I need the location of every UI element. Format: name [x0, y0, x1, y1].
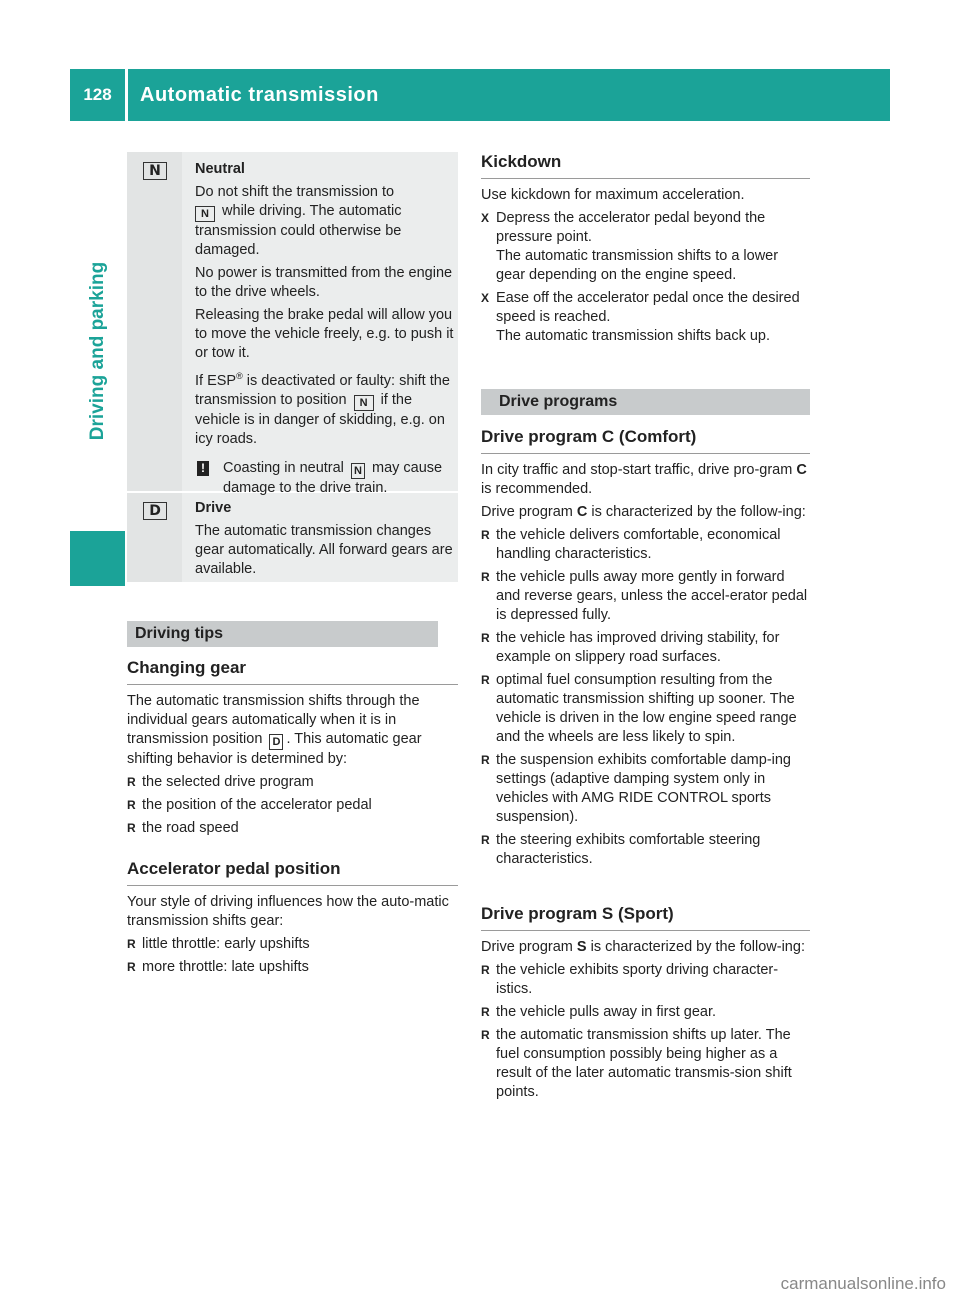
drive-title: Drive [195, 500, 232, 516]
list-item: R the vehicle pulls away in first gear. [481, 1003, 810, 1022]
list-item: R the automatic transmission shifts up later. The fuel consumption possibly being higher as a result of the later automatic transmis-sion shift points. [481, 1026, 810, 1102]
neutral-title: Neutral [195, 161, 245, 177]
list-item: R the road speed [127, 819, 458, 838]
list-item: R the vehicle pulls away more gently in forward and reverse gears, unless the accel-erator pedal is depressed fully. [481, 568, 810, 625]
list-item: X Ease off the accelerator pedal once the desired speed is reached. The automatic transmission shifts back up. [481, 289, 810, 346]
comfort-body: In city traffic and stop-start traffic, drive pro-gram C is recommended. Drive program C is characterized by the follow-ing: R the vehicle delivers comfortable, economical handling characteristics. R the vehicle pulls away more gently in forward and reverse gears, unless the accel-erator pedal is depressed fully. R the vehicle has improved driving stability, for example on slippery road surfaces. R optimal fuel consumption resulting from the automatic transmission shifting up sooner. The vehicle is driven in the low engine speed range and the wheels are less likely to spin. R the suspension exhibits comfortable damp-ing settings (adaptive damping system only in vehicles with AMG RIDE CONTROL sports suspension). R the steering exhibits comfortable steering characteristics. [481, 461, 810, 873]
neutral-p1: Do not shift the transmission to N while driving. The automatic transmission could otherwise be damaged. [195, 184, 402, 258]
page-number: 128 [83, 85, 112, 104]
neutral-p4: If ESP® is deactivated or faulty: shift the transmission to position N if the vehicle is in danger of skidding, e.g. on icy roads. [195, 371, 450, 447]
list-item: R more throttle: late upshifts [127, 958, 458, 977]
list-item: R the position of the accelerator pedal [127, 796, 458, 815]
drive-gear-icon: D [143, 502, 167, 520]
neutral-inline-icon: N [195, 206, 215, 222]
comfort-heading: Drive program C (Comfort) [481, 427, 810, 454]
warning-icon: ! [197, 461, 209, 476]
list-item: R the vehicle exhibits sporty driving character-istics. [481, 961, 810, 999]
page-title: Automatic transmission [140, 84, 379, 106]
drive-description [195, 499, 455, 583]
neutral-inline-icon-2: N [354, 395, 374, 411]
drive-p1: The automatic transmission changes gear automatically. All forward gears are available. [195, 523, 453, 577]
list-item: R the suspension exhibits comfortable damp-ing settings (adaptive damping system only in vehicles with AMG RIDE CONTROL sports suspension). [481, 751, 810, 827]
watermark: carmanualsonline.info [780, 1274, 946, 1293]
drive-programs-section: Drive programs [481, 389, 810, 415]
accelerator-heading: Accelerator pedal position [127, 859, 458, 886]
kickdown-heading: Kickdown [481, 152, 810, 179]
list-item: R little throttle: early upshifts [127, 935, 458, 954]
accelerator-body: Your style of driving influences how the auto-matic transmission shifts gear: R little throttle: early upshifts R more throttle: late upshifts [127, 893, 458, 981]
list-item: X Depress the accelerator pedal beyond the pressure point. The automatic transmission shifts to a lower gear depending on the engine speed. [481, 209, 810, 285]
sport-body: Drive program S is characterized by the follow-ing: R the vehicle exhibits sporty driving character-istics. R the vehicle pulls away in first gear. R the automatic transmission shifts up later. The fuel consumption possibly being higher as a result of the later automatic transmis-sion shift points. [481, 938, 810, 1106]
side-tab [70, 121, 125, 586]
neutral-warning: ! Coasting in neutral N may cause damage to the drive train. [195, 459, 455, 498]
drive-inline-icon: D [269, 734, 283, 750]
kickdown-body: Use kickdown for maximum acceleration. X Depress the accelerator pedal beyond the pressure point. The automatic transmission shifts to a lower gear depending on the engine speed. X Ease off the accelerator pedal once the desired speed is reached. The automatic transmission shifts back up. [481, 186, 810, 350]
neutral-gear-icon: N [143, 162, 167, 180]
list-item: R the selected drive program [127, 773, 458, 792]
neutral-p2: No power is transmitted from the engine to the drive wheels. [195, 265, 453, 300]
list-item: R the steering exhibits comfortable steering characteristics. [481, 831, 810, 869]
side-tab-label-wrap [70, 181, 125, 521]
changing-gear-heading: Changing gear [127, 658, 458, 685]
neutral-p3: Releasing the brake pedal will allow you to move the vehicle freely, e.g. to push it or tow it. [195, 307, 454, 361]
list-item: R the vehicle has improved driving stability, for example on slippery road surfaces. [481, 629, 810, 667]
side-tab-label: Driving and parking [86, 261, 108, 441]
side-tab-marker [70, 531, 125, 586]
header-separator [125, 69, 128, 121]
changing-gear-body: The automatic transmission shifts through the individual gears automatically when it is in transmission position D . This automatic gear shifting behavior is determined by: R the selected drive program R the position of the accelerator pedal R the road speed [127, 692, 458, 842]
list-item: R the vehicle delivers comfortable, economical handling characteristics. [481, 526, 810, 564]
sport-heading: Drive program S (Sport) [481, 904, 810, 931]
driving-tips-section: Driving tips [127, 621, 438, 647]
list-item: R optimal fuel consumption resulting from the automatic transmission shifting up sooner. The vehicle is driven in the low engine speed range and the wheels are less likely to spin. [481, 671, 810, 747]
neutral-description [195, 160, 455, 502]
neutral-inline-icon-3: N [351, 463, 365, 479]
